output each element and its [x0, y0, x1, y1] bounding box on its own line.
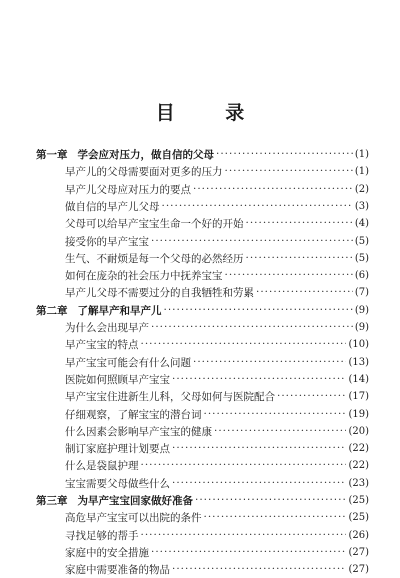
toc-chapter-row: [36, 492, 369, 509]
dot-leader: [195, 492, 346, 509]
toc-label: [65, 320, 149, 335]
page-number: (23): [348, 477, 369, 489]
chapter-title: 了解早产和早产儿: [77, 304, 162, 317]
toc-label: [65, 337, 139, 352]
entry-title: 家庭中需要准备的物品: [65, 564, 170, 577]
toc-entry-row: [65, 250, 369, 267]
entry-title: 早产儿父母应对压力的要点: [65, 183, 191, 196]
page-number: (14): [348, 373, 369, 385]
dot-leader: [246, 250, 353, 267]
toc-label: [36, 493, 193, 508]
entry-title: 如何在庞杂的社会压力中抚养宝宝: [65, 270, 223, 283]
toc-entry-row: [65, 440, 369, 457]
page-number: (3): [354, 200, 369, 212]
toc-label: [65, 528, 139, 543]
toc-label: [65, 510, 202, 525]
page-number: (9): [354, 322, 369, 333]
page-number: (10): [348, 339, 369, 351]
dot-leader: [141, 457, 347, 474]
dot-leader: [193, 354, 346, 371]
page-number: (17): [348, 391, 369, 403]
toc-entry-row: [65, 406, 369, 423]
page-number: (7): [354, 287, 369, 299]
dot-leader: [162, 198, 353, 215]
chapter-number: 第三章: [36, 495, 68, 507]
dot-leader: [151, 544, 346, 561]
page-number: (13): [348, 356, 369, 368]
dot-leader: [172, 561, 346, 578]
toc-entry-row: [65, 561, 369, 578]
dot-leader: [151, 233, 353, 250]
toc-label: [65, 355, 191, 370]
page-number: (27): [348, 546, 369, 558]
toc-label: [65, 476, 170, 491]
entry-title: 为什么会出现早产: [65, 322, 149, 334]
chapter-title: 为早产宝宝回家做好准备: [77, 495, 193, 507]
toc-label: [65, 285, 254, 300]
entry-title: 寻找足够的帮手: [65, 529, 139, 542]
toc-label: [65, 407, 202, 422]
toc-entry-row: [65, 163, 369, 180]
page-number: (22): [348, 443, 369, 455]
entry-title: 制订家庭护理计划要点: [65, 443, 170, 456]
page-number: (25): [348, 495, 369, 506]
dot-leader: [172, 440, 346, 457]
toc-entry-row: [65, 371, 369, 388]
page-number: (27): [348, 564, 369, 576]
page-number: (19): [348, 408, 369, 420]
page-number: (6): [354, 270, 369, 282]
entry-title: 医院如何照顾早产宝宝: [65, 373, 170, 386]
toc-entry-row: [65, 354, 369, 371]
dot-leader: [204, 406, 347, 423]
entry-title: 仔细观察，了解宝宝的潜台词: [65, 408, 202, 421]
toc-entry-row: [65, 284, 369, 301]
toc-label: [65, 562, 170, 577]
dot-leader: [256, 284, 353, 301]
dot-leader: [246, 215, 353, 232]
dot-leader: [204, 509, 347, 526]
toc-label: [65, 216, 244, 231]
toc-label: [65, 182, 191, 197]
dot-leader: [141, 336, 347, 353]
entry-title: 早产儿父母不需要过分的自我牺牲和劳累: [65, 287, 254, 300]
dot-leader: [214, 423, 346, 440]
toc-label: [65, 424, 212, 439]
entry-title: 生气、不耐烦是每一个父母的必然经历: [65, 252, 244, 265]
page-number: (1): [354, 149, 369, 160]
dot-leader: [172, 371, 346, 388]
dot-leader: [193, 181, 353, 198]
dot-leader: [225, 163, 353, 180]
toc-chapter-row: [36, 146, 369, 163]
toc-entry-row: [65, 527, 369, 544]
page-number: (22): [348, 460, 369, 472]
toc-label: [65, 199, 160, 214]
toc-entry-row: [65, 457, 369, 474]
entry-title: 接受你的早产宝宝: [65, 235, 149, 248]
dot-leader: [216, 146, 353, 163]
entry-title: 早产儿的父母需要面对更多的压力: [65, 166, 223, 179]
page-number: (4): [354, 218, 369, 230]
entry-title: 做自信的早产儿父母: [65, 200, 160, 213]
page-number: (20): [348, 425, 369, 437]
page-number: (2): [354, 183, 369, 195]
toc-label: [65, 545, 149, 560]
toc-label: [65, 372, 170, 387]
page-number: (26): [348, 529, 369, 541]
chapter-title: 学会应对压力，做自信的父母: [77, 149, 214, 161]
page-number: (9): [354, 304, 369, 316]
chapter-number: 第二章: [36, 304, 68, 317]
toc-entry-row: [65, 215, 369, 232]
entry-title: 早产宝宝可能会有什么问题: [65, 356, 191, 369]
entry-title: 什么是袋鼠护理: [65, 460, 139, 473]
toc-entry-row: [65, 336, 369, 353]
dot-leader: [277, 388, 346, 405]
entry-title: 父母可以给早产宝宝生命一个好的开始: [65, 218, 244, 231]
toc-label: [65, 164, 223, 179]
entry-title: 什么因素会影响早产宝宝的健康: [65, 425, 212, 438]
entry-title: 早产宝宝住进新生儿科，父母如何与医院配合: [65, 391, 275, 404]
toc-label: [65, 458, 139, 473]
dot-leader: [164, 302, 353, 319]
chapter-number: 第一章: [36, 149, 68, 161]
page-number: (5): [354, 235, 369, 247]
page-number: (5): [354, 252, 369, 264]
toc-entry-row: [65, 423, 369, 440]
toc-entry-row: [65, 267, 369, 284]
dot-leader: [225, 267, 353, 284]
toc-label: [65, 268, 223, 283]
toc-entry-row: [65, 319, 369, 336]
page-number: (1): [354, 166, 369, 178]
toc-entry-row: [65, 388, 369, 405]
page-title: 目 录: [155, 102, 267, 124]
toc-label: [65, 441, 170, 456]
toc-entry-row: [65, 233, 369, 250]
toc-label: [65, 389, 275, 404]
toc-entry-row: [65, 181, 369, 198]
toc-label: [65, 251, 244, 266]
toc-entry-row: [65, 509, 369, 526]
toc-entry-row: [65, 475, 369, 492]
entry-title: 宝宝需要父母做些什么: [65, 477, 170, 490]
entry-title: 早产宝宝的特点: [65, 339, 139, 352]
dot-leader: [172, 475, 346, 492]
toc-label: [36, 303, 162, 318]
entry-title: 高危早产宝宝可以出院的条件: [65, 512, 202, 525]
toc-label: [36, 147, 214, 162]
page-number: (25): [348, 512, 369, 524]
toc-label: [65, 234, 149, 249]
toc-entry-row: [65, 198, 369, 215]
dot-leader: [151, 319, 353, 336]
toc-chapter-row: [36, 302, 369, 319]
dot-leader: [141, 527, 347, 544]
toc-entry-row: [65, 544, 369, 561]
entry-title: 家庭中的安全措施: [65, 546, 149, 559]
